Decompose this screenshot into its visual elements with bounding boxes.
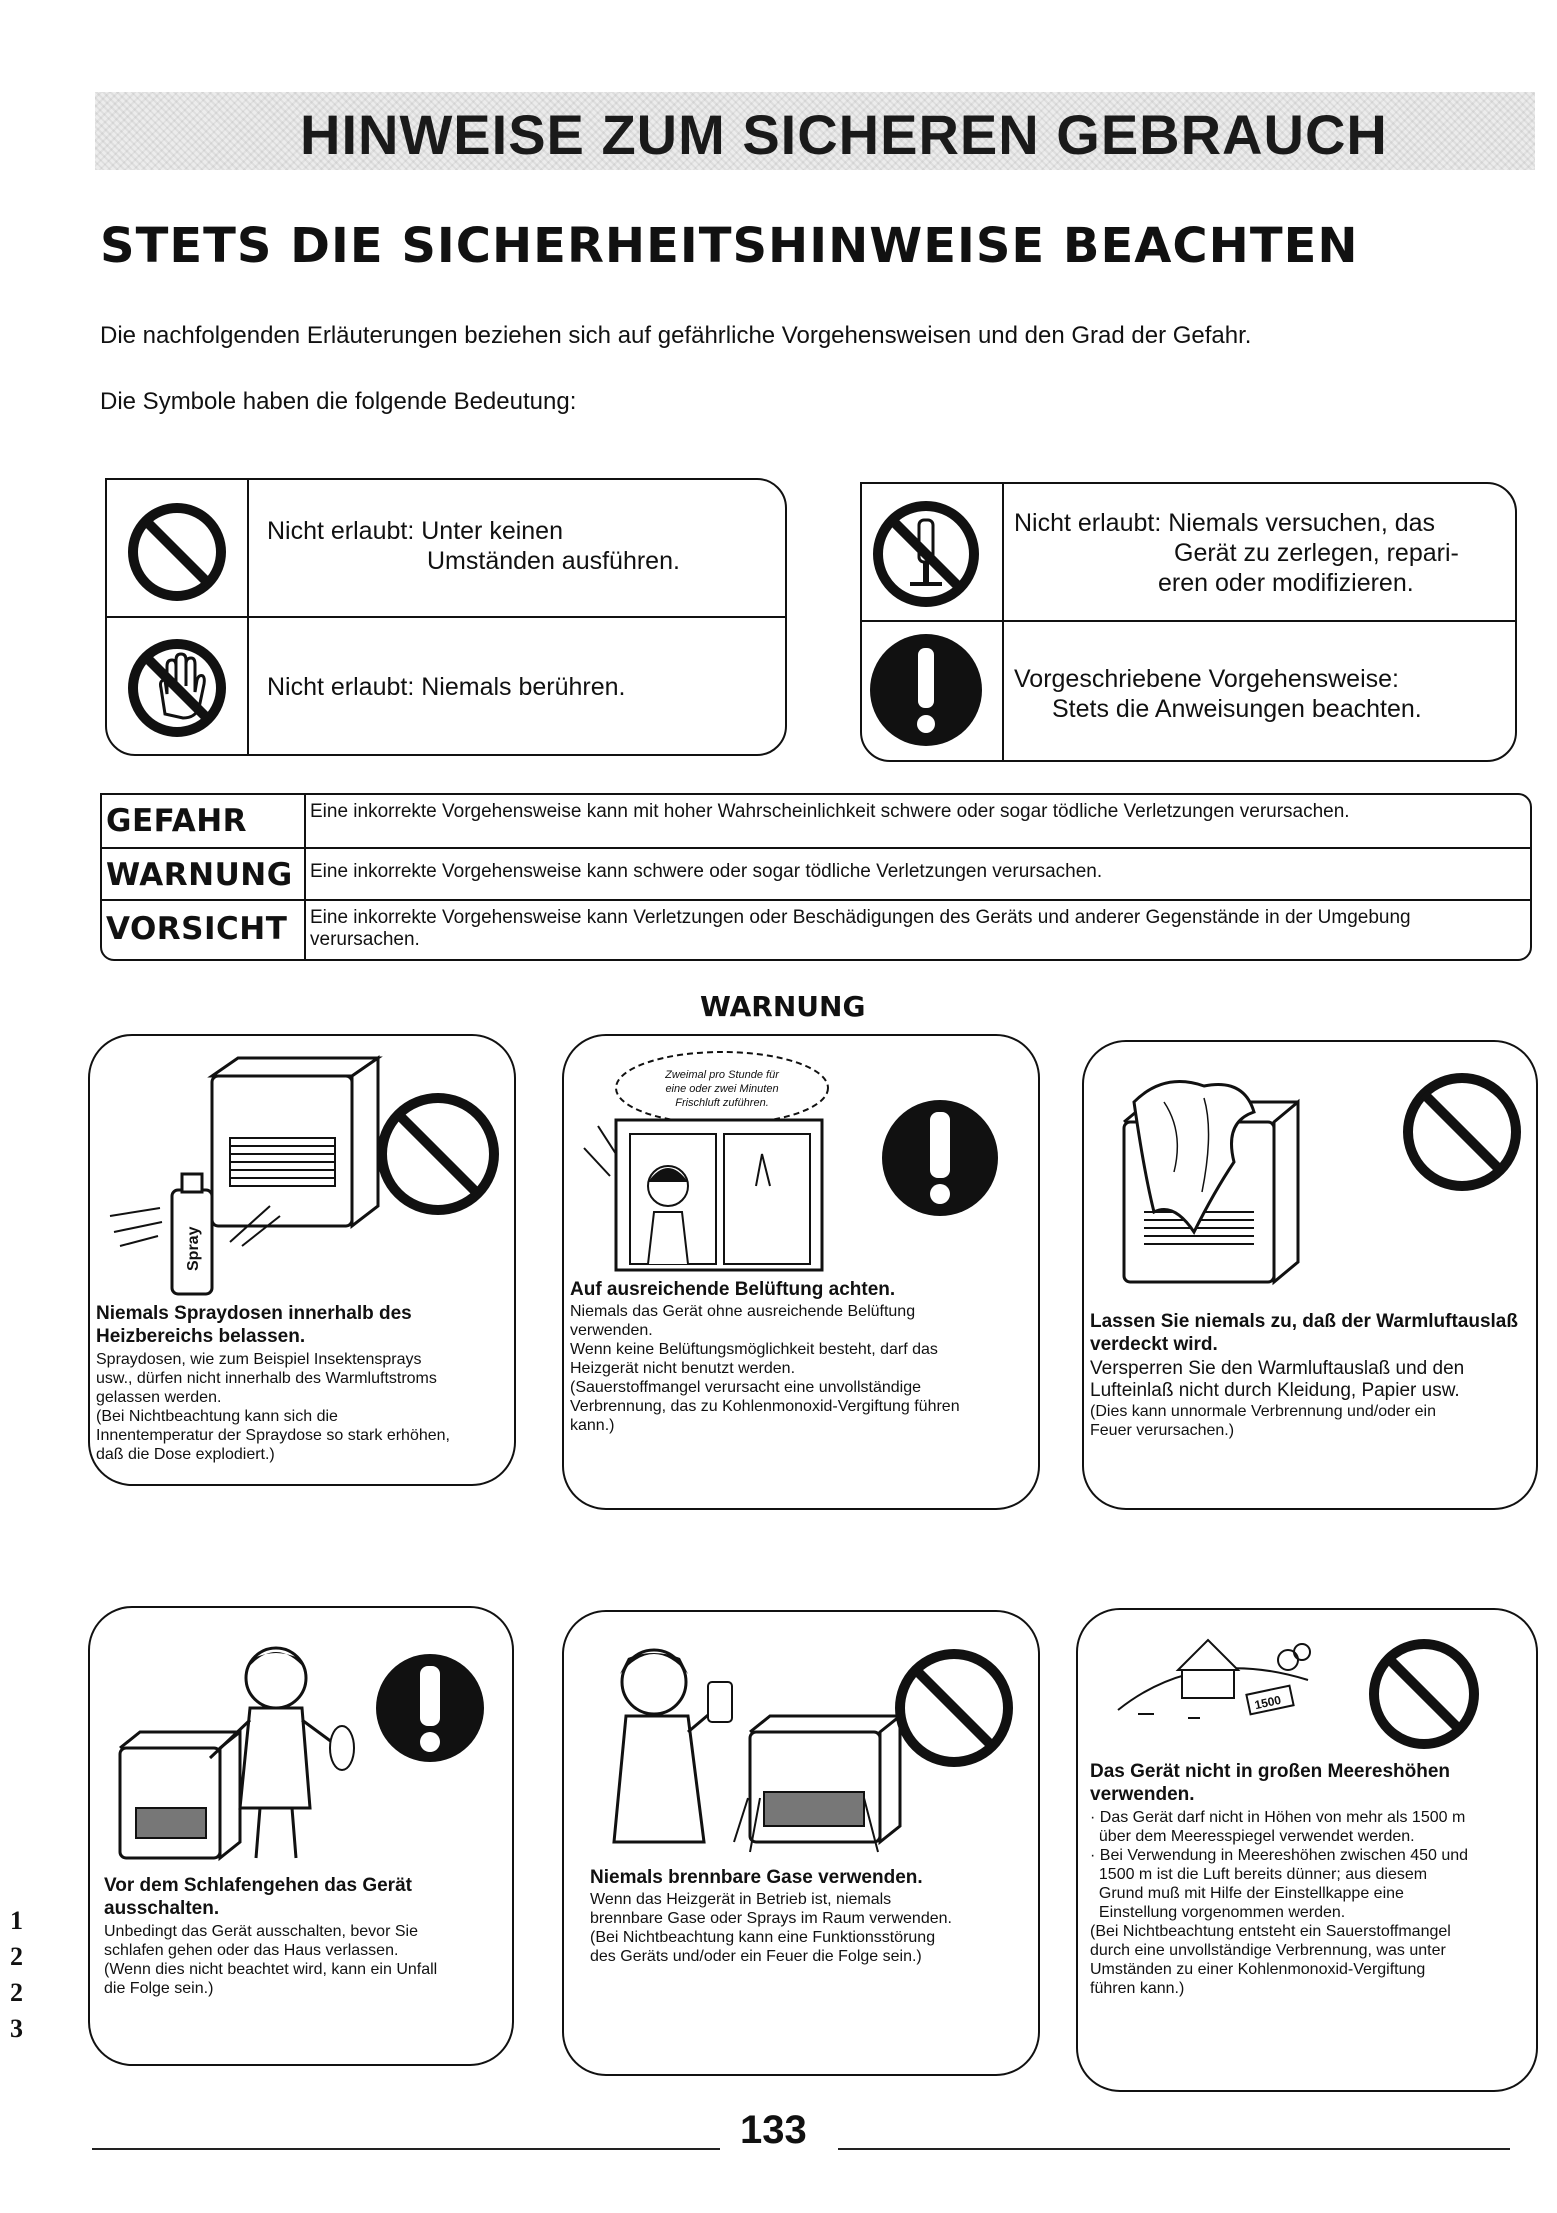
ventilation-illustration (564, 1036, 1040, 1276)
card-line: Verbrennung, das zu Kohlenmonoxid-Vergiftung führen (570, 1398, 960, 1415)
margin-number: 3 (10, 2014, 23, 2043)
card-title: Vor dem Schlafengehen das Gerät ausschalten. (104, 1875, 412, 1919)
mandatory-text-1: Vorgeschriebene Vorgehensweise: (1014, 665, 1399, 693)
card-line: durch eine unvollständige Verbrennung, was unter (1090, 1942, 1446, 1959)
card-line: Feuer verursachen.) (1090, 1422, 1235, 1439)
margin-number: 2 (10, 1978, 23, 2007)
card-line: daß die Dose explodiert.) (96, 1446, 275, 1463)
risk-row-danger (102, 795, 1530, 849)
card-line: Unbedingt das Gerät ausschalten, bevor Sie (104, 1923, 418, 1940)
page-number: 133 (740, 2108, 807, 2152)
card-body (104, 1922, 508, 1998)
warning-card-altitude (1076, 1608, 1538, 2092)
card-line: Wenn keine Belüftungsmöglichkeit besteht, darf das (570, 1341, 938, 1358)
risk-description: Eine inkorrekte Vorgehensweise kann mit hoher Wahrscheinlichkeit schwere oder sogar tödliche Verletzungen verursachen. (304, 795, 1524, 847)
risk-level-table (100, 793, 1532, 961)
card-line: verwenden. (570, 1322, 653, 1339)
heater-spray-illustration (90, 1036, 516, 1296)
intro-text: Die nachfolgenden Erläuterungen beziehen sich auf gefährliche Vorgehensweisen und den Grad der Gefahr. (100, 322, 1252, 349)
symbol-legend-left (105, 478, 787, 756)
warning-card-gas (562, 1610, 1040, 2076)
card-line: (Wenn dies nicht beachtet wird, kann ein Unfall (104, 1961, 438, 1978)
card-title: Niemals brennbare Gase verwenden. (590, 1867, 923, 1888)
risk-label: WARNUNG (106, 857, 293, 893)
footer-rule-right (838, 2148, 1510, 2150)
card-line: Innentemperatur der Spraydose so stark erhöhen, (96, 1427, 450, 1444)
mandatory-icon (866, 630, 986, 750)
card-line: Umständen zu einer Kohlenmonoxid-Vergiftung (1090, 1961, 1426, 1978)
intro-symbols-text: Die Symbole haben die folgende Bedeutung: (100, 388, 577, 415)
card-line: brennbare Gase oder Sprays im Raum verwenden. (590, 1910, 952, 1927)
card-line: Grund muß mit Hilfe der Einstellkappe eine (1090, 1885, 1404, 1902)
risk-label: VORSICHT (106, 911, 288, 947)
card-line: Wenn das Heizgerät in Betrieb ist, niemals (590, 1891, 892, 1908)
card-line: (Bei Nichtbeachtung entsteht ein Sauerstoffmangel (1090, 1923, 1451, 1940)
prohibited-icon (125, 500, 229, 604)
card-line: Einstellung vorgenommen werden. (1090, 1904, 1346, 1921)
card-line: (Sauerstoffmangel verursacht eine unvollständige (570, 1379, 922, 1396)
card-body (590, 1890, 1030, 1966)
card-line: Heizgerät nicht benutzt werden. (570, 1360, 796, 1377)
flammable-gas-illustration (564, 1612, 1040, 1872)
card-line: Lufteinlaß nicht durch Kleidung, Papier usw. (1090, 1380, 1460, 1401)
warning-heading: WARNUNG (700, 990, 866, 1023)
mandatory-text-2: Stets die Anweisungen beachten. (1052, 695, 1422, 723)
card-line: Versperren Sie den Warmluftauslaß und den (1090, 1358, 1465, 1379)
altitude-sign-label: 1500 (1253, 1692, 1283, 1713)
prohibited-text-1: Nicht erlaubt: Unter keinen (267, 517, 563, 545)
no-disassemble-text-2: Gerät zu zerlegen, repari- (1174, 539, 1459, 567)
no-disassemble-text-3: eren oder modifizieren. (1158, 569, 1414, 597)
card-title: Auf ausreichende Belüftung achten. (570, 1279, 896, 1300)
card-line: (Bei Nichtbeachtung kann eine Funktionsstörung (590, 1929, 936, 1946)
card-line: über dem Meeresspiegel verwendet werden. (1090, 1828, 1415, 1845)
section-subtitle: STETS DIE SICHERHEITSHINWEISE BEACHTEN (100, 218, 1359, 274)
no-touch-text: Nicht erlaubt: Niemals berühren. (267, 673, 626, 701)
no-disassemble-text-1: Nicht erlaubt: Niemals versuchen, das (1014, 509, 1436, 537)
card-body (570, 1302, 1034, 1435)
prohibited-text-2: Umständen ausführen. (427, 547, 680, 575)
card-line: schlafen gehen oder das Haus verlassen. (104, 1942, 399, 1959)
bubble-line: eine oder zwei Minuten (665, 1083, 779, 1095)
card-line: usw., dürfen nicht innerhalb des Warmluftstroms (96, 1370, 437, 1387)
warning-card-ventilation (562, 1034, 1040, 1510)
card-line: Spraydosen, wie zum Beispiel Insektensprays (96, 1351, 422, 1368)
spray-label: Spray (185, 1226, 202, 1271)
card-line: gelassen werden. (96, 1389, 222, 1406)
card-body (1090, 1358, 1532, 1440)
card-body (96, 1350, 506, 1464)
risk-row-warning (102, 849, 1530, 901)
margin-number: 2 (10, 1942, 23, 1971)
card-body (1090, 1808, 1532, 1998)
warning-card-outlet (1082, 1040, 1538, 1510)
card-title: Lassen Sie niemals zu, daß der Warmluftauslaß verdeckt wird. (1090, 1311, 1518, 1355)
covered-heater-illustration (1084, 1042, 1538, 1302)
card-line: (Bei Nichtbeachtung kann sich die (96, 1408, 338, 1425)
page-title: HINWEISE ZUM SICHEREN GEBRAUCH (300, 103, 1388, 166)
card-line: die Folge sein.) (104, 1980, 214, 1997)
card-title: Das Gerät nicht in großen Meereshöhen verwenden. (1090, 1761, 1451, 1805)
card-title: Niemals Spraydosen innerhalb des Heizbereichs belassen. (96, 1303, 412, 1347)
bubble-line: Frischluft zuführen. (675, 1097, 769, 1109)
card-line: führen kann.) (1090, 1980, 1185, 1997)
symbol-legend-right (860, 482, 1517, 762)
card-line: (Dies kann unnormale Verbrennung und/oder ein (1090, 1403, 1437, 1420)
card-line: · Bei Verwendung in Meereshöhen zwischen 450 und (1090, 1847, 1469, 1864)
footer-rule-left (92, 2148, 720, 2150)
card-line: 1500 m ist die Luft bereits dünner; aus diesem (1090, 1866, 1428, 1883)
bubble-line: Zweimal pro Stunde für (665, 1069, 779, 1081)
altitude-illustration (1078, 1610, 1538, 1750)
warning-card-spray (88, 1034, 516, 1486)
card-line: Niemals das Gerät ohne ausreichende Belüftung (570, 1303, 916, 1320)
card-line: des Geräts und/oder ein Feuer die Folge sein.) (590, 1948, 922, 1965)
switch-off-illustration (90, 1608, 514, 1868)
card-line: kann.) (570, 1417, 615, 1434)
risk-row-caution (102, 901, 1530, 959)
risk-description: Eine inkorrekte Vorgehensweise kann schwere oder sogar tödliche Verletzungen verursachen. (304, 849, 1524, 899)
no-disassemble-icon (866, 494, 986, 614)
risk-label: GEFAHR (106, 803, 248, 839)
no-touch-icon (125, 636, 229, 740)
risk-description: Eine inkorrekte Vorgehensweise kann Verletzungen oder Beschädigungen des Geräts und anderer Gegenstände in der Umgebung verursachen. (304, 901, 1524, 959)
margin-number: 1 (10, 1906, 23, 1935)
warning-card-sleep (88, 1606, 514, 2066)
card-line: · Das Gerät darf nicht in Höhen von mehr als 1500 m (1090, 1809, 1466, 1826)
